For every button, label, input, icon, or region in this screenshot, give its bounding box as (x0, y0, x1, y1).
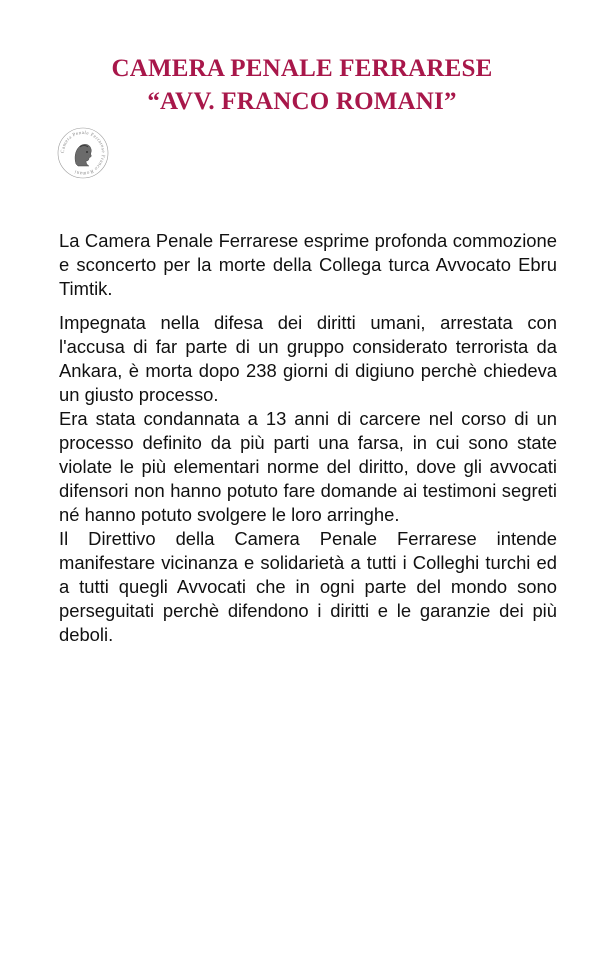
paragraph-4: Il Direttivo della Camera Penale Ferrarese intende manifestare vicinanza e solidarietà a tutti i Colleghi turchi ed a tutti quegli Avvocati che in ogni parte del mondo sono perseguitati perchè difendono i diritti e le garanzie dei più deboli. (59, 528, 557, 645)
letter-body (59, 229, 557, 647)
letterhead (0, 52, 604, 118)
organization-title: CAMERA PENALE FERRARESE (111, 55, 493, 82)
paragraph-1: La Camera Penale Ferrarese esprime profonda commozione e sconcerto per la morte della Collega turca Avvocato Ebru Timtik. (59, 230, 557, 299)
organization-subtitle: “AVV. FRANCO ROMANI” (147, 88, 457, 115)
paragraph-2: Impegnata nella difesa dei diritti umani, arrestata con l'accusa di far parte di un gruppo considerato terrorista da Ankara, è morta dopo 238 giorni di digiuno perchè chiedeva un giusto processo. (59, 312, 557, 405)
paragraph-3: Era stata condannata a 13 anni di carcere nel corso di un processo definito da più parti una farsa, in cui sono state violate le più elementari norme del diritto, dove gli avvocati difensori non hanno potuto fare domande ai testimoni segreti né hanno potuto svolgere le loro arringhe. (59, 408, 557, 525)
seal-ring-text: Camera Penale Ferrarese Franco Romani (60, 130, 106, 176)
seal-portrait-icon (56, 126, 110, 180)
